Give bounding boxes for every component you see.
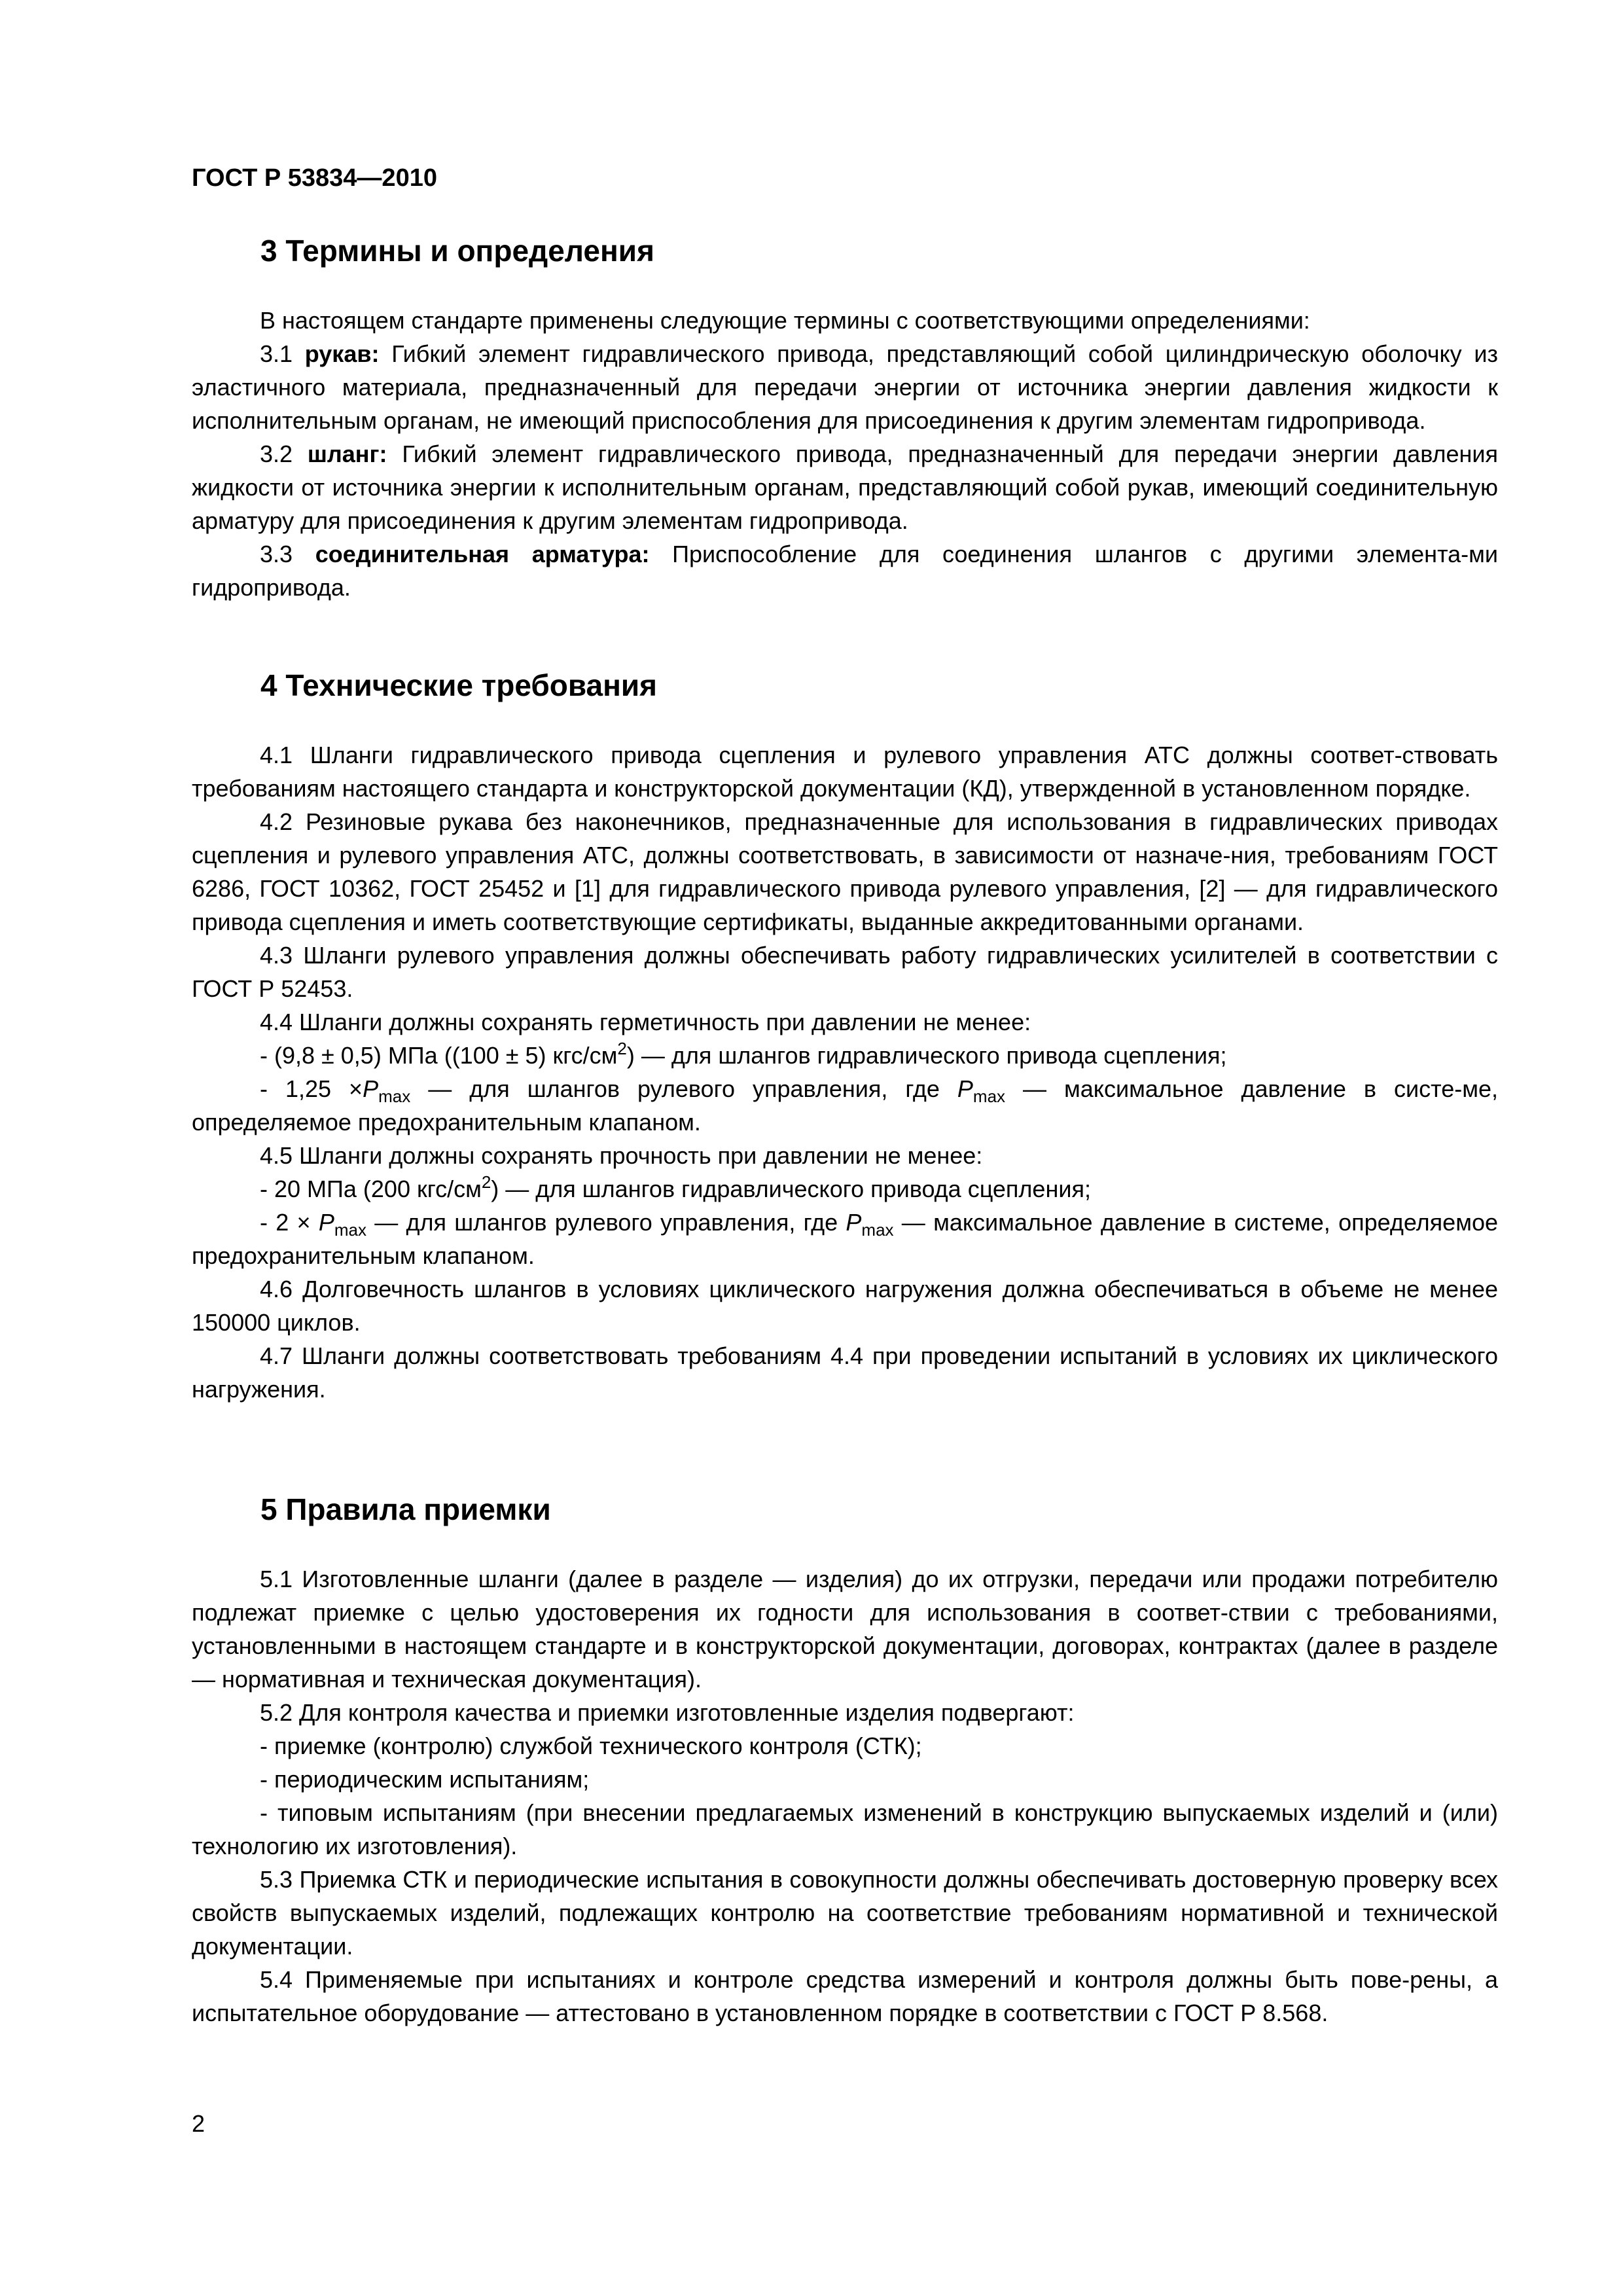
- standard-header: ГОСТ Р 53834—2010: [192, 164, 437, 192]
- term-3-2: 3.2 шланг: Гибкий элемент гидравлического привода, предназначенный для передачи энергии давления жидкости от источника энергии к исполнительным органам, представляющий собой рукав, имеющий соединительную арматуру для присоединения к другим элементам гидропривода.: [192, 440, 1498, 534]
- clause-4-2: 4.2 Резиновые рукава без наконечников, предназначенные для использования в гидравлических приводах сцепления и рулевого управления АТС, должны соответствовать, в зависимости от назначе-ния, требованиям ГОСТ 6286, ГОСТ 10362, ГОСТ 25452 и [1] для гидравлического привода рулевого управления, [2] — для гидравлического привода сцепления и иметь соответствующие сертификаты, выданные аккредитованными органами.: [192, 808, 1498, 935]
- clause-5-4: 5.4 Применяемые при испытаниях и контроле средства измерений и контроля должны быть пове-рены, а испытательное оборудование — аттестовано в установленном порядке в соответствии с ГОСТ Р 8.568.: [192, 1966, 1498, 2026]
- clause-4-5: 4.5 Шланги должны сохранять прочность при давлении не менее:: [260, 1142, 983, 1169]
- clause-4-5-item-a: - 20 МПа (200 кгс/$см^2$) — для шлангов гидравлического привода сцепления;: [260, 1172, 1091, 1202]
- clause-5-2: 5.2 Для контроля качества и приемки изготовленные изделия подвергают:: [260, 1699, 1075, 1726]
- clause-4-6: 4.6 Долговечность шлангов в условиях циклического нагружения должна обеспечиваться в объеме не менее 150000 циклов.: [192, 1276, 1498, 1336]
- section-4-body: [192, 738, 1498, 1406]
- page-number: 2: [192, 2110, 205, 2137]
- clause-5-1: 5.1 Изготовленные шланги (далее в разделе — изделия) до их отгрузки, передачи или продажи потребителю подлежат приемке с целью удостоверения их годности для использования в соответ-ствии с требованиями, установленными в настоящем стандарте и в конструкторской документации, договорах, контрактах (далее в разделе — нормативная и техническая документация).: [192, 1566, 1498, 1693]
- section-5-body: [192, 1562, 1498, 2030]
- term-3-1: 3.1 рукав: Гибкий элемент гидравлического привода, представляющий собой цилиндрическую оболочку из эластичного материала, предназначенный для передачи энергии от источника энергии давления жидкости к исполнительным органам, не имеющий приспособления для присоединения к другим элементам гидропривода.: [192, 340, 1498, 434]
- clause-4-4-item-a: - (9,8 ± 0,5) МПа ((100 ± 5) кгс/$см^2$) — для шлангов гидравлического привода сцепления;: [260, 1039, 1227, 1069]
- clause-4-4: 4.4 Шланги должны сохранять герметичность при давлении не менее:: [260, 1009, 1031, 1035]
- clause-4-5-item-b: - $2 \times P_{max}$ — для шлангов рулевого управления, где $P_{max}$ — максимальное давление в системе, определяемое предохранительным клапаном.: [192, 1209, 1498, 1269]
- term-name: рукав:: [304, 340, 380, 367]
- section-3-title: 3 Термины и определения: [260, 234, 654, 268]
- term-name: шланг:: [307, 440, 387, 467]
- clause-5-2-item-c: - типовым испытаниям (при внесении предлагаемых изменений в конструкцию выпускаемых изделий и (или) технологию их изготовления).: [192, 1799, 1498, 1859]
- clause-4-3: 4.3 Шланги рулевого управления должны обеспечивать работу гидравлических усилителей в соответствии с ГОСТ Р 52453.: [192, 942, 1498, 1002]
- clause-4-1: 4.1 Шланги гидравлического привода сцепления и рулевого управления АТС должны соответ-ствовать требованиям настоящего стандарта и конструкторской документации (КД), утвержденной в установленном порядке.: [192, 742, 1498, 802]
- section-3-intro: В настоящем стандарте применены следующие термины с соответствующими определениями:: [260, 307, 1310, 334]
- term-name: соединительная арматура:: [315, 541, 650, 567]
- section-3-body: [192, 304, 1498, 604]
- section-4-title: 4 Технические требования: [260, 668, 657, 702]
- clause-5-3: 5.3 Приемка СТК и периодические испытания в совокупности должны обеспечивать достоверную проверку всех свойств выпускаемых изделий, подлежащих контролю на соответствие требованиям нормативной и технической документации.: [192, 1866, 1498, 1960]
- section-5-title: 5 Правила приемки: [260, 1492, 551, 1526]
- clause-4-7: 4.7 Шланги должны соответствовать требованиям 4.4 при проведении испытаний в условиях их циклического нагружения.: [192, 1342, 1498, 1403]
- term-3-3: 3.3 соединительная арматура: Приспособление для соединения шлангов с другими элемента-ми гидропривода.: [192, 541, 1499, 601]
- clause-4-4-item-b: - $1,25 \times P_{max}$ — для шлангов рулевого управления, где $P_{max}$ — максимальное давление в систе-ме, определяемое предохранительным клапаном.: [192, 1075, 1498, 1136]
- clause-5-2-item-b: - периодическим испытаниям;: [260, 1766, 590, 1793]
- clause-5-2-item-a: - приемке (контролю) службой технического контроля (СТК);: [260, 1732, 922, 1759]
